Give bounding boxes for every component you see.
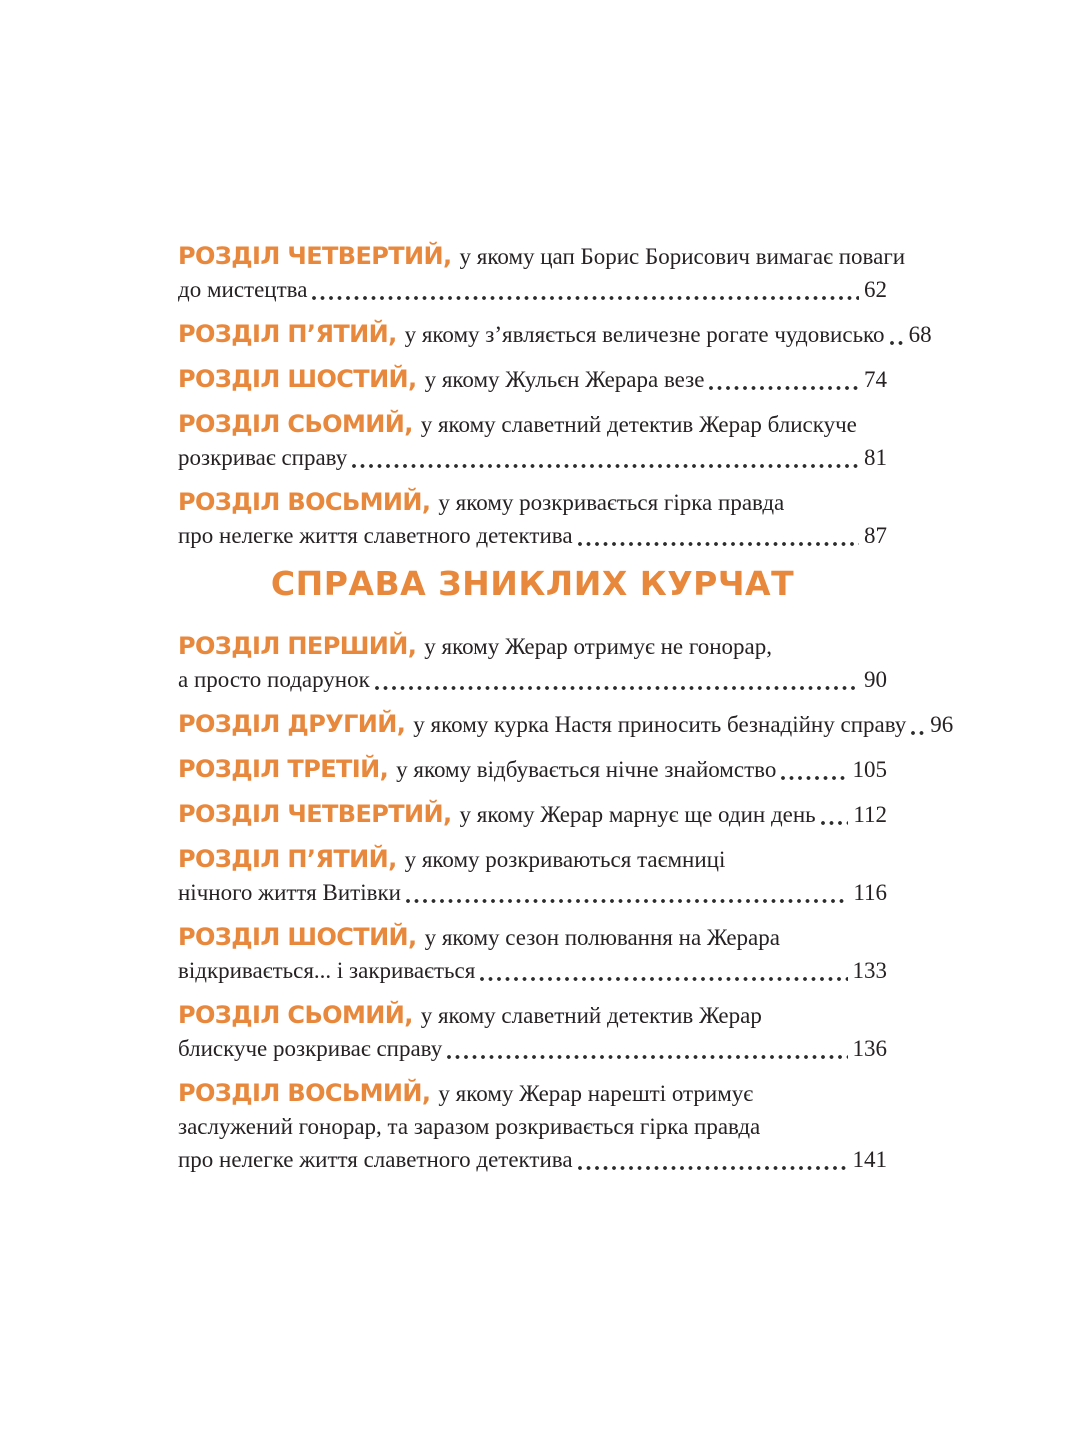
page-number: 136 — [852, 1036, 887, 1061]
toc-entry — [178, 708, 954, 741]
toc-line — [178, 441, 887, 474]
toc-line — [178, 999, 887, 1032]
toc-section — [178, 564, 954, 1176]
entry-text: про нелегке життя славетного детектива — [178, 1147, 573, 1172]
chapter-label: РОЗДІЛ П’ЯТИЙ, — [178, 845, 397, 873]
toc-line — [178, 273, 887, 306]
toc-entry — [178, 408, 887, 474]
entry-text: у якому відбувається нічне знайомство — [396, 757, 777, 782]
chapter-label: РОЗДІЛ ЧЕТВЕРТИЙ, — [178, 242, 452, 270]
chapter-label: РОЗДІЛ ДРУГИЙ, — [178, 710, 406, 738]
entry-text: у якому курка Настя приносить безнадійну справу — [413, 712, 907, 737]
toc-entry — [178, 753, 887, 786]
page-number: 87 — [864, 523, 887, 548]
toc-line — [178, 363, 887, 396]
chapter-label: РОЗДІЛ П’ЯТИЙ, — [178, 320, 397, 348]
dot-leader — [578, 538, 859, 548]
entry-text: заслужений гонорар, та заразом розкривається гірка правда — [178, 1114, 761, 1139]
entry-text: відкривається... і закривається — [178, 958, 476, 983]
toc-entry — [178, 630, 887, 696]
toc-line — [178, 240, 906, 273]
toc-line — [178, 1077, 887, 1110]
toc-section — [178, 240, 932, 552]
page-number: 90 — [864, 667, 887, 692]
dot-leader — [911, 727, 925, 737]
page-number: 112 — [853, 802, 887, 827]
entry-text: у якому Жульєн Жерара везе — [424, 367, 705, 392]
entry-text: про нелегке життя славетного детектива — [178, 523, 573, 548]
toc-entry — [178, 843, 887, 909]
toc-line — [178, 630, 887, 663]
toc-entry — [178, 921, 887, 987]
page-number: 141 — [852, 1147, 887, 1172]
entry-text: розкриває справу — [178, 445, 348, 470]
entry-text: у якому славетний детектив Жерар блискуче — [420, 412, 857, 437]
page-number: 62 — [864, 277, 887, 302]
toc-entry — [178, 1077, 887, 1176]
chapter-label: РОЗДІЛ ВОСЬМИЙ, — [178, 488, 431, 516]
entry-text: у якому сезон полювання на Жерара — [424, 925, 780, 950]
page-number: 81 — [864, 445, 887, 470]
dot-leader — [821, 817, 849, 827]
toc-line — [178, 708, 954, 741]
page-number: 133 — [852, 958, 887, 983]
entry-text: блискуче розкриває справу — [178, 1036, 443, 1061]
toc-line — [178, 1110, 887, 1143]
toc-line — [178, 954, 887, 987]
toc-entry — [178, 999, 887, 1065]
toc-line — [178, 486, 887, 519]
dot-leader — [447, 1051, 847, 1061]
section-title: СПРАВА ЗНИКЛИХ КУРЧАТ — [270, 564, 795, 603]
chapter-label: РОЗДІЛ ПЕРШИЙ, — [178, 632, 417, 660]
dot-leader — [578, 1162, 848, 1172]
toc-line — [178, 753, 887, 786]
entry-text: у якому розкриваються таємниці — [404, 847, 726, 872]
chapter-label: РОЗДІЛ ЧЕТВЕРТИЙ, — [178, 800, 452, 828]
entry-text: у якому славетний детектив Жерар — [420, 1003, 762, 1028]
chapter-label: РОЗДІЛ ВОСЬМИЙ, — [178, 1079, 431, 1107]
dot-leader — [890, 337, 904, 347]
page-number: 116 — [853, 880, 887, 905]
toc-line — [178, 843, 887, 876]
toc-line — [178, 798, 887, 831]
entry-text: у якому Жерар отримує не гонорар, — [424, 634, 772, 659]
entry-text: у якому розкривається гірка правда — [438, 490, 785, 515]
chapter-label: РОЗДІЛ ШОСТИЙ, — [178, 923, 417, 951]
page-number: 105 — [852, 757, 887, 782]
toc-line — [178, 663, 887, 696]
dot-leader — [312, 292, 859, 302]
entry-text: у якому цап Борис Борисович вимагає поваги — [459, 244, 906, 269]
entry-text: у якому Жерар марнує ще один день — [459, 802, 816, 827]
toc-entry — [178, 798, 887, 831]
toc-entry — [178, 240, 906, 306]
page-number: 74 — [864, 367, 887, 392]
toc-line — [178, 318, 932, 351]
dot-leader — [480, 973, 847, 983]
entry-text: нічного життя Витівки — [178, 880, 401, 905]
page-number: 68 — [908, 322, 932, 347]
dot-leader — [375, 682, 859, 692]
toc-line — [178, 1143, 887, 1176]
toc-entry — [178, 486, 887, 552]
toc-line — [178, 408, 887, 441]
toc-line — [178, 876, 887, 909]
dot-leader — [781, 772, 847, 782]
table-of-contents — [178, 240, 954, 1188]
toc-line — [178, 921, 887, 954]
toc-line — [178, 519, 887, 552]
dot-leader — [406, 895, 848, 905]
toc-entry — [178, 363, 887, 396]
toc-entry — [178, 318, 932, 351]
chapter-label: РОЗДІЛ ТРЕТІЙ, — [178, 755, 389, 783]
toc-line — [178, 1032, 887, 1065]
dot-leader — [709, 382, 859, 392]
entry-text: у якому Жерар нарешті отримує — [438, 1081, 754, 1106]
entry-text: у якому з’являється величезне рогате чудовисько — [404, 322, 885, 347]
entry-text: до мистецтва — [178, 277, 308, 302]
entry-text: а просто подарунок — [178, 667, 370, 692]
dot-leader — [352, 460, 859, 470]
chapter-label: РОЗДІЛ ШОСТИЙ, — [178, 365, 417, 393]
chapter-label: РОЗДІЛ СЬОМИЙ, — [178, 410, 413, 438]
page-number: 96 — [930, 712, 954, 737]
chapter-label: РОЗДІЛ СЬОМИЙ, — [178, 1001, 413, 1029]
